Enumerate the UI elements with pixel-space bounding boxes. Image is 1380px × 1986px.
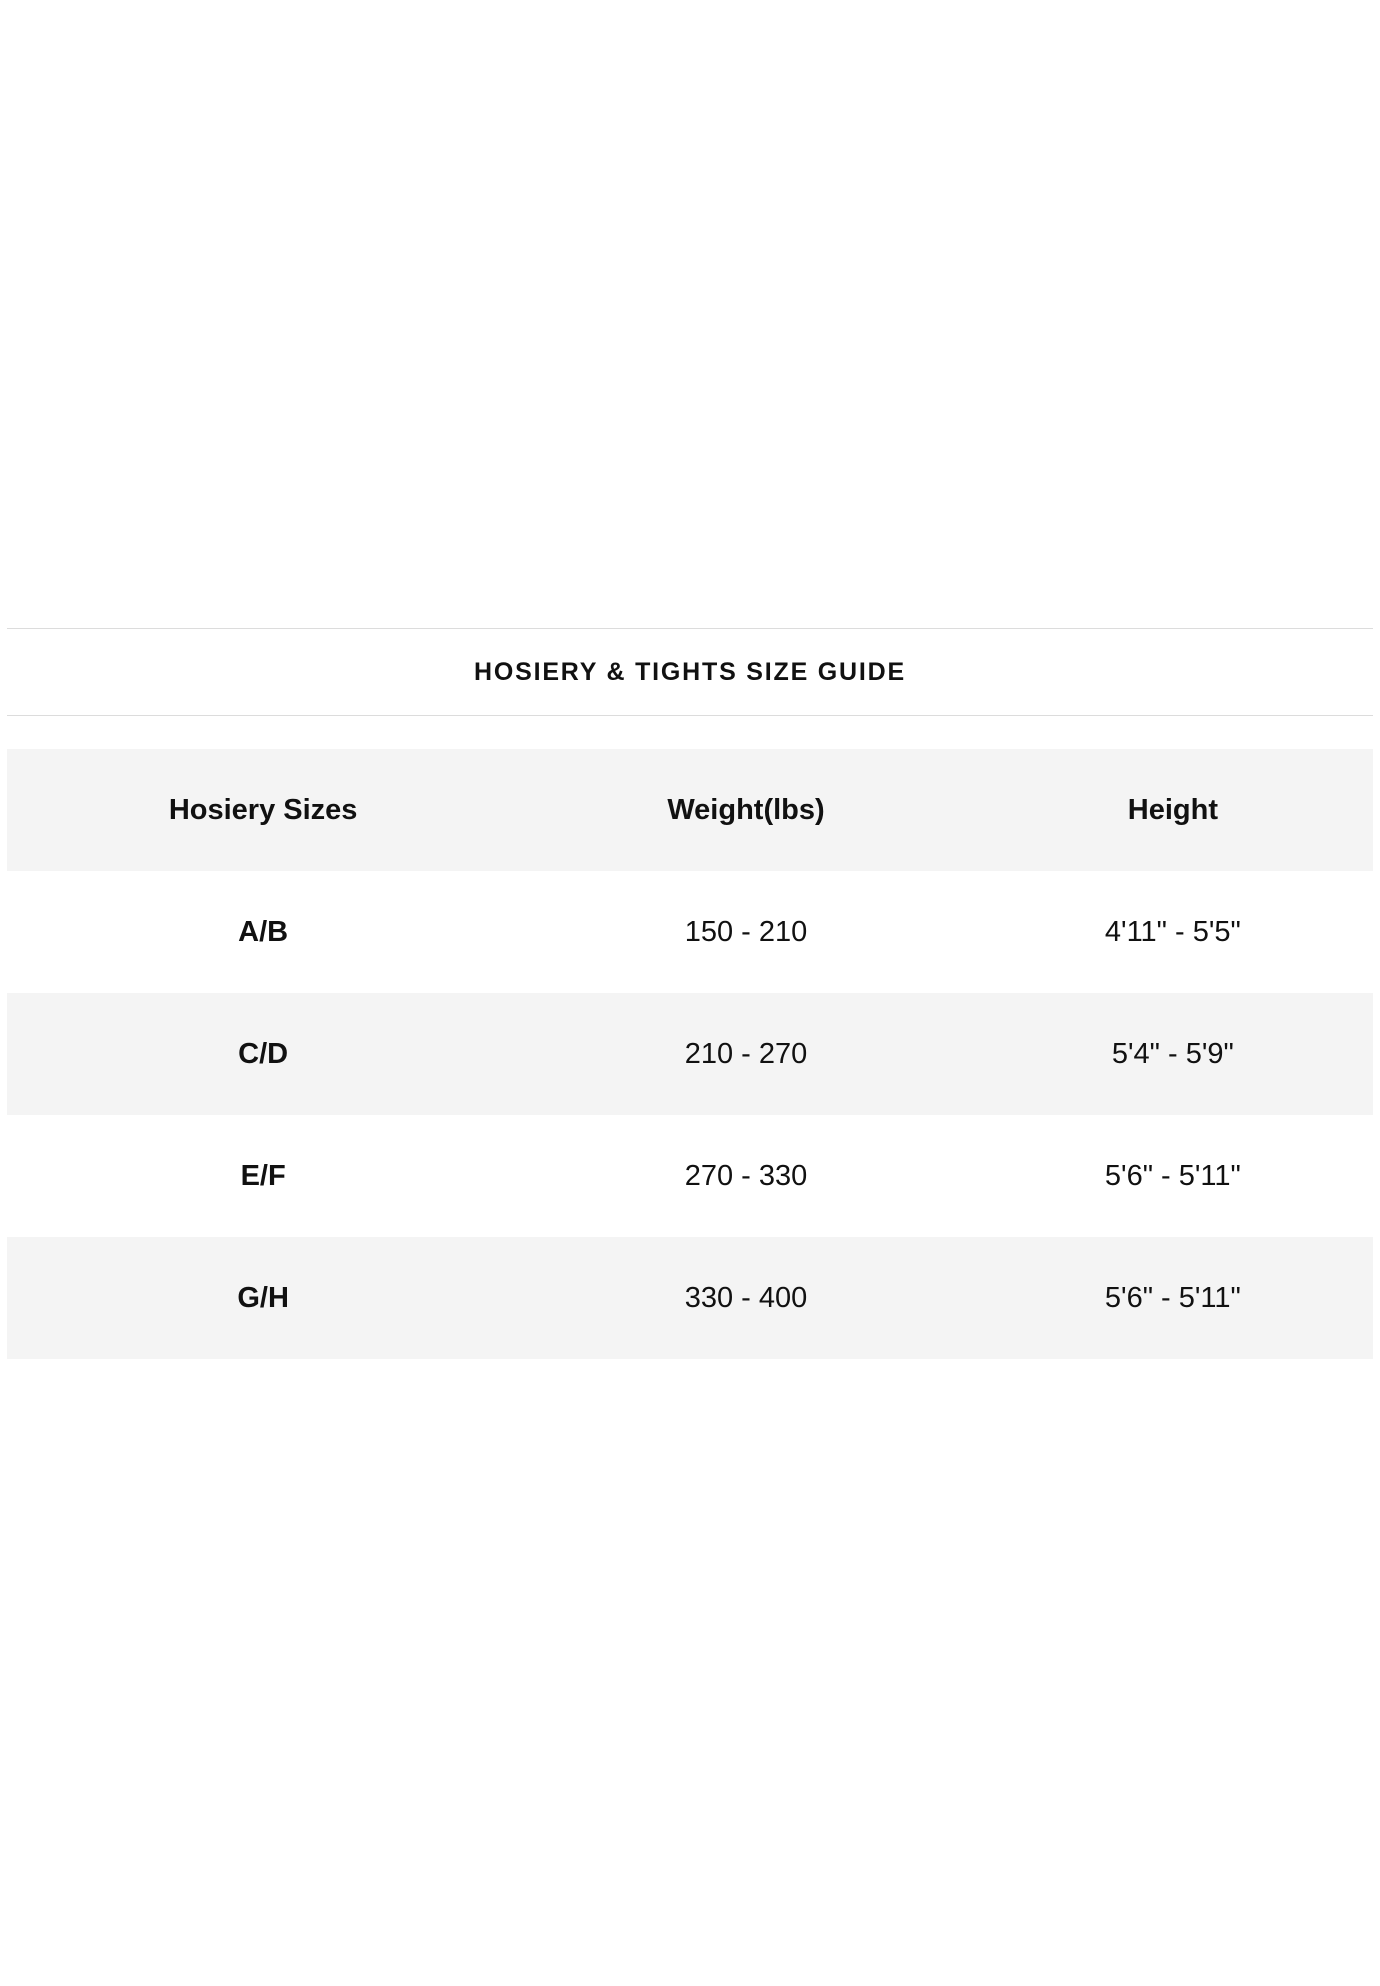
- height-cell: 4'11" - 5'5": [1104, 915, 1241, 948]
- height-cell: 5'6" - 5'11": [1104, 1281, 1241, 1314]
- size-guide-title: HOSIERY & TIGHTS SIZE GUIDE: [474, 657, 906, 686]
- column-header-weight: Weight(lbs): [667, 793, 825, 826]
- column-header-height: Height: [1127, 793, 1218, 826]
- size-table-body: [7, 871, 1373, 1359]
- height-cell: 5'6" - 5'11": [1104, 1159, 1241, 1192]
- table-row: [7, 1115, 1373, 1237]
- column-header-hosiery-sizes: Hosiery Sizes: [168, 793, 358, 826]
- size-guide-table: [7, 749, 1373, 1359]
- size-cell: A/B: [238, 915, 289, 948]
- size-cell: E/F: [240, 1159, 286, 1192]
- size-cell: G/H: [237, 1281, 289, 1314]
- weight-cell: 270 - 330: [684, 1159, 808, 1192]
- header-row: [7, 749, 1373, 871]
- table-row: [7, 1237, 1373, 1359]
- weight-cell: 330 - 400: [684, 1281, 808, 1314]
- top-whitespace: [0, 0, 1380, 628]
- size-cell: C/D: [238, 1037, 289, 1070]
- weight-cell: 210 - 270: [684, 1037, 808, 1070]
- weight-cell: 150 - 210: [684, 915, 808, 948]
- table-row: [7, 993, 1373, 1115]
- height-cell: 5'4" - 5'9": [1111, 1037, 1234, 1070]
- size-guide-section: [0, 628, 1380, 1359]
- size-guide-header: [7, 628, 1373, 716]
- table-row: [7, 871, 1373, 993]
- size-table-head: [7, 749, 1373, 871]
